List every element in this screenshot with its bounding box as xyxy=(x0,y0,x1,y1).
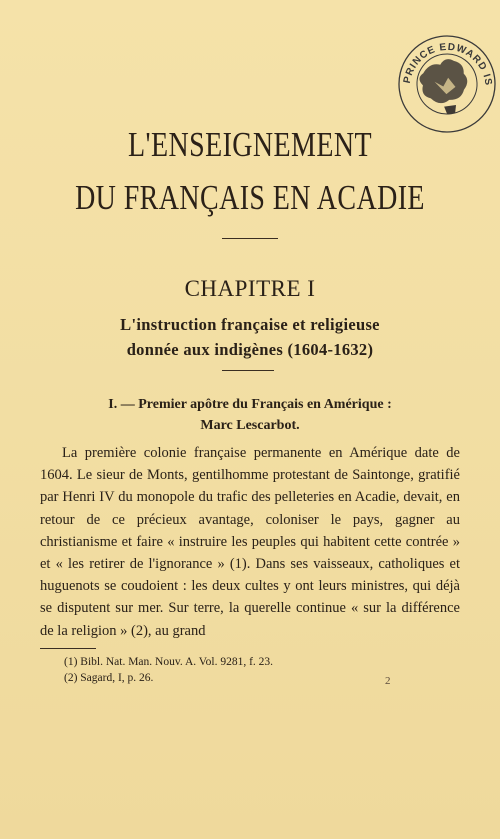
footnotes xyxy=(64,654,273,686)
svg-text:PRINCE EDWARD ISLAND LIBRARIES: PRINCE EDWARD ISLAND xyxy=(401,41,494,87)
chapter-heading: CHAPITRE I xyxy=(184,276,316,301)
title-divider xyxy=(222,238,278,239)
chapter-divider xyxy=(222,370,274,371)
book-title-line1: L'ENSEIGNEMENT xyxy=(128,125,372,164)
chapter-subtitle-line2: donnée aux indigènes (1604-1632) xyxy=(126,340,374,359)
body-text xyxy=(40,442,460,642)
footnote-divider xyxy=(40,648,96,649)
body-paragraph: La première colonie française permanente en Amérique date de 1604. Le sieur de Monts, gentilhomme protestant de Saintonge, gratifié par Henri IV du monopole du trafic des pelleteries en Acadie, devait, en retour de ce précieux avantage, coloniser le pays, gagner au christianisme et faire « instruire les peuples qui habitent cette contrée » et « les retirer de l'ignorance » (1). Dans ses vaisseaux, catholiques et huguenots se coudoient : les deux cultes y ont leurs ministres, qui déjà se disputent sur mer. Sur terre, la querelle continue « sur la différence de la religion » (2), au grand xyxy=(40,445,460,639)
section-heading-line2: Marc Lescarbot. xyxy=(200,418,300,433)
book-title-line2: DU FRANÇAIS EN ACADIE xyxy=(75,178,425,217)
chapter-subtitle-line1: L'instruction française et religieuse xyxy=(120,315,380,334)
footnote-1: (1) Bibl. Nat. Man. Nouv. A. Vol. 9281, f. 23. xyxy=(64,656,274,668)
signature-mark: 2 xyxy=(385,675,391,687)
section-heading-line1: I. — Premier apôtre du Français en Amérique : xyxy=(108,397,392,412)
footnote-2: (2) Sagard, I, p. 26. xyxy=(64,672,154,684)
